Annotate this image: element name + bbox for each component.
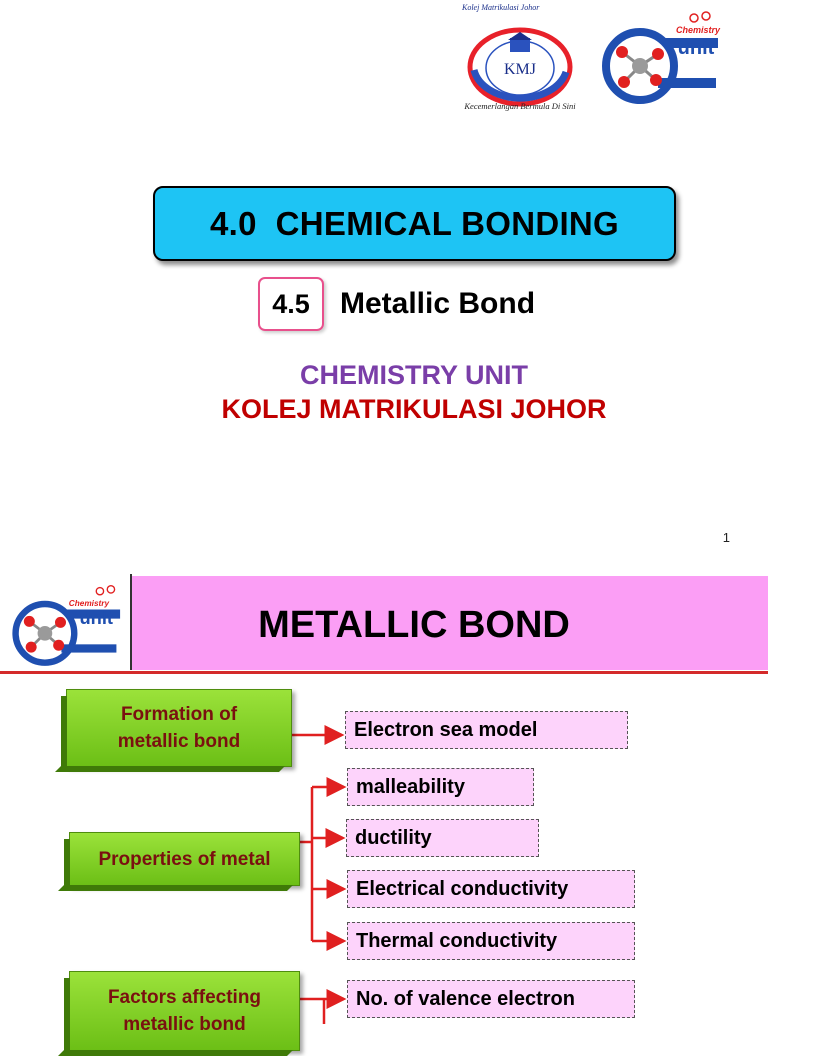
slide-title: METALLIC BOND <box>258 604 570 646</box>
content-slide <box>0 574 768 1035</box>
category-factors-label: Factors affecting metallic bond <box>107 987 262 1035</box>
unit-name: CHEMISTRY UNIT <box>299 360 528 390</box>
category-formation-label: Formation of metallic bond <box>117 704 241 752</box>
kmj-motto: Kecemerlangan Bermula Di Sini <box>464 101 576 111</box>
kmj-ring-text: Kolej Matrikulasi Johor <box>462 3 540 12</box>
item-valence-electron: No. of valence electron <box>347 980 635 1018</box>
chapter-title-box <box>153 186 676 261</box>
category-properties-label: Properties of metal <box>98 848 271 870</box>
item-ductility: ductility <box>346 819 539 857</box>
subtopic-title: Metallic Bond <box>340 287 536 320</box>
item-electrical-conductivity: Electrical conductivity <box>347 870 635 908</box>
logo-unit-text: unit <box>677 37 715 59</box>
college-name: KOLEJ MATRIKULASI JOHOR <box>221 394 607 424</box>
logo-chemistry-text: Chemistry <box>675 25 721 35</box>
kmj-logo-text: KMJ <box>503 61 537 78</box>
category-formation <box>66 689 292 767</box>
item-electron-sea-model: Electron sea model <box>345 711 628 749</box>
logo-chemistry-text-small: Chemistry <box>68 598 110 608</box>
category-factors <box>69 971 300 1051</box>
item-malleability: malleability <box>347 768 534 806</box>
subtopic-number: 4.5 <box>258 277 324 331</box>
chemistry-unit-logo <box>598 8 724 104</box>
page-number: 1 <box>722 530 730 545</box>
kmj-logo <box>462 3 582 111</box>
title-slide <box>0 0 768 560</box>
item-thermal-conductivity: Thermal conductivity <box>347 922 635 960</box>
logo-unit-text-small: unit <box>79 607 114 629</box>
category-properties <box>69 832 300 886</box>
chapter-title: 4.0 CHEMICAL BONDING <box>209 204 620 242</box>
